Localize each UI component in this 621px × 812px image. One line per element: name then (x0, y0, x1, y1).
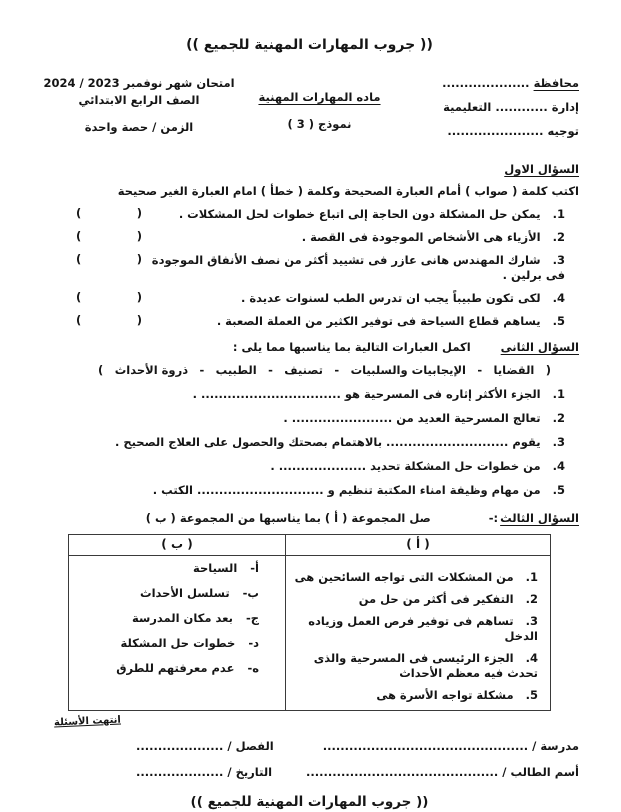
guidance-line (401, 124, 579, 139)
q1-item-4 (40, 291, 579, 306)
col-a-item-5: 5.مشكلة تواجه الأسرة هى (376, 687, 538, 702)
q2-item-4 (40, 459, 579, 474)
q1-item-1-answer-bracket: ( ) (76, 205, 142, 220)
question2-heading: السؤال الثانى (500, 339, 579, 354)
q2-item-1 (40, 387, 579, 402)
q2-item-1-text: الجزء الأكثر إثاره فى المسرحية هو ................................ . (192, 387, 541, 402)
q1-item-3 (40, 253, 579, 283)
col-b-item-2: ب-تسلسل الأحداث (140, 585, 259, 600)
q2-item-5-text: من مهام وظيفة امناء المكتبة تنظيم و ............................. الكتب . (152, 483, 541, 498)
header-exam-column (40, 76, 238, 148)
word-bank-close-paren: ) (98, 363, 104, 378)
end-of-questions-note: انتهت الأسئلة (53, 714, 122, 729)
col-b-item-4: د-خطوات حل المشكلة (120, 635, 259, 650)
question1-heading: السؤال الاول (504, 162, 579, 176)
word-bank-open-paren: ( (545, 363, 551, 378)
guidance-blank: ...................... (447, 124, 544, 139)
q1-item-4-answer-bracket: ( ) (76, 289, 142, 304)
col-a-item-1: 1.من المشكلات التى تواجه السائحين هى (294, 570, 538, 584)
word-bank-word-4: الطبيب (215, 363, 257, 378)
question1-heading-line (40, 162, 579, 177)
subject-title: ماده المهارات المهنية (258, 90, 381, 105)
q1-item-5-text: يساهم قطاع السياحة فى توفير الكثير من العملة الصعبة . (216, 313, 541, 328)
question3-heading-line (40, 511, 579, 526)
q1-item-5 (40, 314, 579, 329)
q1-item-1 (40, 207, 579, 222)
q1-item-4-text: لكى تكون طبيباً يجب ان تدرس الطب لسنوات عديدة . (241, 290, 541, 305)
time-line: الزمن / حصة واحدة (84, 120, 194, 135)
q1-item-5-number: 5. (552, 313, 565, 328)
q1-item-4-number: 4. (552, 290, 565, 305)
end-of-questions-wrap (40, 713, 579, 728)
page-title: (( جروب المهارات المهنية للجميع )) (186, 37, 433, 53)
q2-item-3-number: 3. (552, 435, 565, 450)
col-b-item-3: ج-بعد مكان المدرسة (132, 610, 259, 625)
column-a-cell (286, 556, 551, 711)
q2-item-1-number: 1. (552, 387, 565, 402)
q2-item-5-number: 5. (552, 483, 565, 498)
header-admin-column (401, 76, 579, 148)
guidance-label: توجيه (547, 124, 579, 139)
question2-heading-line (40, 340, 579, 355)
governorate-line (401, 76, 579, 91)
question2-instruction: اكمل العبارات التالية بما يناسبها مما يلى : (232, 339, 471, 354)
q2-word-bank (98, 363, 551, 378)
administration-line (401, 100, 579, 115)
column-a-header: ( أ ) (286, 535, 551, 556)
q2-item-3-text: يقوم ............................ بالاهتمام بصحتك والحصول على العلاج الصحيح . (114, 435, 541, 450)
governorate-blank: .................... (442, 76, 530, 91)
header-subject-column (241, 76, 399, 148)
q2-item-2-text: تعالج المسرحية العديد من ....................... . (283, 411, 541, 426)
word-bank-word-3: تصنيف (284, 363, 323, 378)
word-bank-separator: - (334, 363, 340, 378)
q2-item-4-number: 4. (552, 459, 565, 474)
word-bank-word-2: الإيجابيات والسلبيات (350, 363, 466, 378)
exam-month-line: امتحان شهر نوفمبر 2023 ‏/‏ 2024 (43, 76, 235, 91)
governorate-label: محافظة (533, 76, 579, 91)
q2-item-2 (40, 411, 579, 426)
administration-suffix: التعليمية (443, 100, 492, 115)
col-b-item-5: ه-عدم معرفتهم للطرق (116, 660, 259, 675)
q1-item-1-text: يمكن حل المشكلة دون الحاجة إلى اتباع خطوات لحل المشكلات . (178, 206, 541, 221)
word-bank-separator: - (199, 363, 205, 378)
q2-item-2-number: 2. (552, 411, 565, 426)
student-name-field: أسم الطالب / ............................................ (306, 764, 579, 779)
word-bank-word-5: ذروة الأحداث (114, 363, 189, 378)
footer-title: (( جروب المهارات المهنية للجميع )) (190, 794, 429, 811)
grade-line: الصف الرابع الابتدائي (78, 93, 200, 108)
question3-instruction: صل المجموعة ( أ ) بما يناسبها من المجموعة ( ب ) (145, 511, 431, 526)
q1-item-3-answer-bracket: ( ) (76, 251, 142, 266)
matching-table-body-row (69, 556, 551, 711)
q1-item-2 (40, 230, 579, 245)
exam-header (40, 76, 579, 148)
q2-item-5 (40, 483, 579, 498)
word-bank-word-1: القضايا (493, 363, 535, 378)
q1-item-2-answer-bracket: ( ) (76, 228, 142, 243)
student-date-row (40, 765, 579, 780)
q1-item-2-text: الأزياء هى الأشخاص الموجودة فى القصة . (301, 229, 541, 244)
q2-item-3 (40, 435, 579, 450)
school-field: مدرسة / ............................................... (322, 738, 579, 753)
col-a-item-3: 3.تساهم فى توفير فرص العمل وزياده الدخل (308, 613, 538, 643)
q2-item-4-text: من خطوات حل المشكلة تحديد .................... . (270, 459, 541, 474)
question3-heading: السؤال الثالث (500, 511, 579, 526)
matching-table-header-row (69, 535, 551, 556)
column-b-cell (69, 556, 286, 711)
administration-blank: ............ (495, 100, 548, 115)
q1-item-2-number: 2. (552, 229, 565, 244)
col-a-item-4: 4.الجزء الرئيسى فى المسرحية والذى تحدث فيه معظم الأحداث (313, 650, 538, 680)
q1-item-3-number: 3. (552, 252, 565, 267)
col-a-item-2: 2.التفكير فى أكثر من حل من (358, 591, 538, 606)
model-number: نموذج ( 3 ) (287, 117, 352, 132)
matching-table (68, 534, 551, 711)
question1-instruction: اكتب كلمة ( صواب ) أمام العبارة الصحيحة وكلمة ( خطأ ) امام العبارة الغير صحيحة (117, 183, 579, 198)
administration-label: إدارة (551, 100, 579, 115)
column-b-header: ( ب ) (69, 535, 286, 556)
date-field: التاريخ / .................... (136, 764, 273, 779)
q1-item-3-text: شارك المهندس هانى عازر فى تشييد أكثر من نصف الأنفاق الموجودة فى برلين . (151, 252, 565, 282)
q1-item-5-answer-bracket: ( ) (76, 312, 142, 327)
class-field: الفصل / .................... (136, 738, 274, 753)
question3-heading-suffix: :- (488, 511, 499, 526)
school-class-row (40, 739, 579, 754)
col-b-item-1: أ-السياحة (193, 561, 259, 575)
word-bank-separator: - (477, 363, 483, 378)
q1-item-1-number: 1. (552, 206, 565, 221)
word-bank-separator: - (268, 363, 273, 378)
